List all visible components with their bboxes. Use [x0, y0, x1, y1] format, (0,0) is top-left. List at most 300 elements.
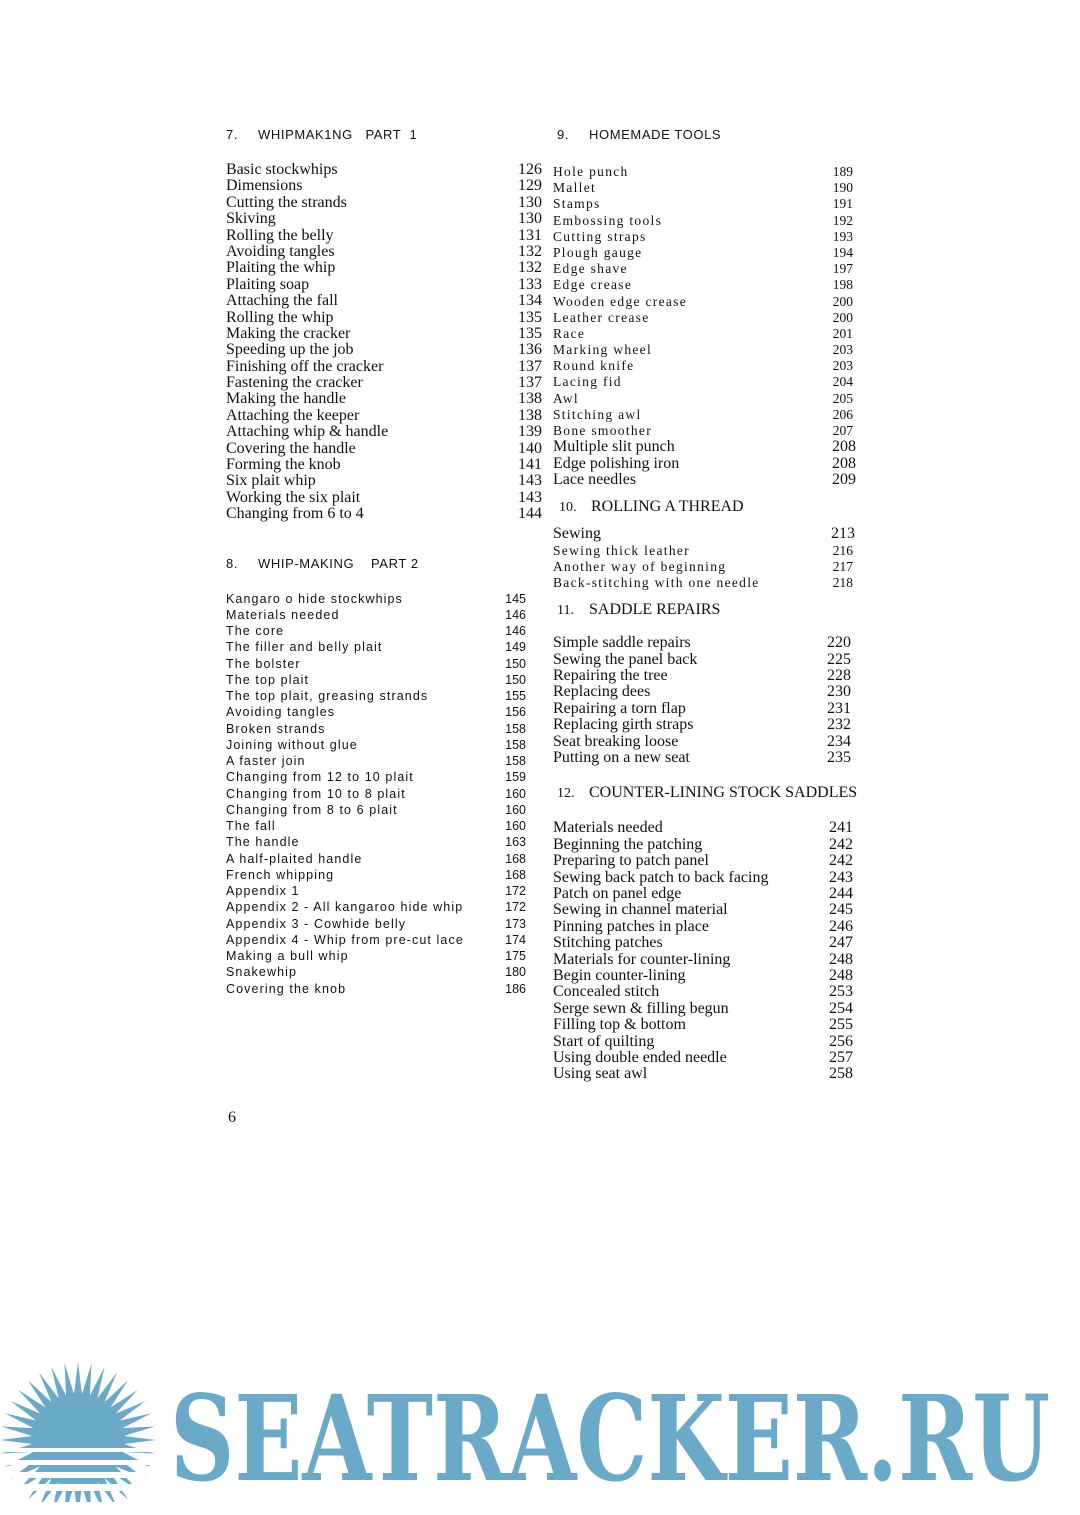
toc-entry [226, 932, 526, 948]
toc-entry-page: 189 [832, 164, 853, 179]
toc-entry-label: Edge polishing iron [553, 454, 680, 472]
toc-entry-page: 159 [505, 770, 526, 785]
toc-entry-page: 254 [829, 999, 853, 1017]
toc-entry [226, 737, 526, 753]
toc-entry-label: Rolling the whip [226, 308, 334, 326]
toc-entry-page: 244 [829, 885, 853, 902]
toc-entry [553, 635, 851, 651]
toc-entry-page: 232 [827, 716, 851, 734]
toc-entry-page: 180 [505, 965, 526, 980]
toc-entry [553, 180, 853, 196]
toc-entry-label: Materials needed [226, 607, 340, 622]
toc-entry [226, 753, 526, 769]
toc-entry-page: 245 [829, 901, 853, 919]
toc-entry-page: 130 [518, 193, 542, 211]
toc-entry-page: 190 [832, 180, 853, 196]
toc-entry-label: A faster join [226, 754, 306, 769]
toc-entry-label: Bone smoother [553, 423, 653, 438]
toc-entry [553, 213, 853, 229]
toc-entry [226, 244, 542, 260]
toc-entry-label: Begin counter-lining [553, 966, 686, 984]
toc-entry [226, 424, 542, 440]
toc-entry-label: Race [553, 325, 586, 341]
toc-entry [226, 211, 542, 227]
section-8-list [226, 591, 526, 997]
toc-entry [553, 326, 853, 342]
watermark-logo [0, 1352, 1080, 1502]
toc-entry-label: Sewing back patch to back facing [553, 868, 769, 886]
toc-entry-page: 134 [518, 292, 542, 310]
toc-entry-label: Lace needles [553, 470, 637, 488]
toc-entry-label: Using double ended needle [553, 1048, 727, 1066]
toc-entry [226, 310, 542, 326]
toc-entry [553, 164, 853, 180]
toc-entry-label: Materials needed [553, 819, 663, 837]
toc-entry-label: Serge sewn & filling begun [553, 999, 729, 1017]
section-9-heading [557, 126, 861, 144]
toc-entry [226, 342, 542, 358]
section-number: 8. [226, 555, 239, 571]
section-number: 9. [557, 127, 570, 142]
toc-entry-page: 138 [518, 406, 542, 424]
toc-entry-label: Stitching awl [553, 406, 642, 422]
toc-entry [553, 652, 851, 668]
toc-entry-label: Replacing girth straps [553, 716, 694, 734]
toc-entry-page: 200 [832, 309, 853, 325]
toc-entry-label: Repairing a torn flap [553, 699, 686, 717]
section-title: ROLLING A THREAD [591, 498, 744, 516]
toc-entry-label: Skiving [226, 210, 276, 228]
toc-entry [553, 543, 853, 559]
toc-entry [226, 834, 526, 850]
page-number: 6 [228, 1109, 236, 1126]
toc-entry-label: The handle [226, 835, 300, 850]
toc-entry-page: 172 [505, 900, 526, 915]
toc-entry [226, 457, 542, 473]
toc-entry [553, 919, 853, 935]
toc-entry-label: Rolling the belly [226, 226, 334, 244]
toc-entry [553, 277, 853, 293]
toc-entry-label: The core [226, 624, 285, 639]
toc-entry-page: 208 [832, 454, 856, 472]
toc-entry [553, 820, 853, 836]
toc-entry-label: Beginning the patching [553, 835, 703, 853]
toc-entry-label: Sewing thick leather [553, 542, 690, 558]
toc-entry-label: Avoiding tangles [226, 242, 335, 260]
toc-entry-page: 149 [505, 640, 526, 655]
toc-entry [226, 591, 526, 607]
toc-entry [226, 228, 542, 244]
toc-entry-label: Sewing [553, 525, 601, 543]
toc-entry [226, 867, 526, 883]
toc-entry-page: 218 [832, 575, 853, 591]
toc-entry-page: 194 [832, 244, 853, 260]
toc-entry-label: The fall [226, 819, 276, 834]
toc-entry [226, 260, 542, 276]
toc-entry-label: Snakewhip [226, 965, 298, 980]
toc-entry-page: 220 [827, 634, 851, 652]
toc-entry-label: Mallet [553, 180, 597, 196]
toc-entry [553, 684, 851, 700]
toc-entry-label: Cutting straps [553, 228, 647, 244]
toc-entry-page: 248 [829, 966, 853, 984]
toc-entry-page: 203 [832, 342, 853, 358]
toc-entry [553, 342, 853, 358]
toc-entry-label: Round knife [553, 358, 635, 374]
section-number: 7. [226, 127, 239, 142]
toc-entry [226, 672, 526, 688]
toc-entry-page: 205 [832, 390, 853, 406]
toc-entry [226, 178, 542, 194]
toc-entry-page: 242 [829, 835, 853, 853]
toc-entry [553, 391, 853, 407]
section-title: WHIP-MAKING PART 2 [258, 555, 419, 571]
section-10-list-first [553, 526, 855, 542]
toc-entry-page: 193 [832, 228, 853, 244]
toc-entry-page: 130 [518, 210, 542, 228]
toc-entry [226, 916, 526, 932]
toc-entry [553, 472, 856, 488]
toc-entry [553, 439, 856, 455]
toc-entry-label: Simple saddle repairs [553, 634, 691, 652]
toc-entry-page: 208 [832, 438, 856, 456]
toc-entry-page: 163 [505, 835, 526, 850]
toc-entry-page: 172 [505, 884, 526, 899]
toc-entry [553, 407, 853, 423]
toc-entry-page: 160 [505, 819, 526, 834]
toc-entry [226, 981, 526, 997]
toc-entry-label: Embossing tools [553, 212, 663, 228]
toc-entry [553, 701, 851, 717]
toc-entry [226, 769, 526, 785]
toc-entry [553, 526, 855, 542]
toc-entry-label: Cutting the strands [226, 193, 347, 211]
toc-entry-page: 150 [505, 656, 526, 671]
toc-entry [226, 195, 542, 211]
sun-icon [0, 1362, 170, 1502]
toc-entry-page: 137 [518, 357, 542, 375]
toc-entry-label: Basic stockwhips [226, 161, 338, 178]
section-number: 10. [559, 500, 577, 516]
toc-entry [226, 473, 542, 489]
toc-entry-page: 155 [505, 689, 526, 704]
toc-column-right [553, 126, 861, 1083]
section-12-list [553, 820, 853, 1082]
toc-entry-label: French whipping [226, 867, 335, 882]
toc-entry [226, 656, 526, 672]
toc-entry [553, 837, 853, 853]
toc-entry-label: Changing from 6 to 4 [226, 505, 364, 523]
section-10-heading [559, 496, 861, 518]
toc-entry-label: Working the six plait [226, 488, 361, 506]
section-title: SADDLE REPAIRS [589, 601, 721, 619]
toc-entry [553, 750, 851, 766]
toc-entry-page: 256 [829, 1032, 853, 1050]
toc-entry-label: Plaiting the whip [226, 259, 336, 277]
toc-entry-label: Appendix 2 - All kangaroo hide whip [226, 900, 464, 915]
section-title: WHIPMAK1NG PART 1 [258, 127, 418, 142]
toc-entry-label: Patch on panel edge [553, 885, 682, 902]
toc-entry-page: 129 [518, 177, 542, 195]
toc-entry [553, 456, 856, 472]
toc-entry-label: Changing from 8 to 6 plait [226, 802, 398, 817]
toc-entry-label: Forming the knob [226, 456, 341, 474]
toc-entry-label: Attaching the fall [226, 292, 338, 310]
toc-entry [553, 358, 853, 374]
toc-entry [553, 717, 851, 733]
toc-entry-label: Marking wheel [553, 342, 653, 358]
toc-entry-label: Changing from 12 to 10 plait [226, 770, 414, 785]
toc-entry [226, 818, 526, 834]
toc-entry [226, 359, 542, 375]
toc-entry-page: 235 [827, 749, 851, 767]
toc-entry-label: Changing from 10 to 8 plait [226, 786, 406, 801]
toc-entry-page: 201 [832, 325, 853, 341]
toc-entry-label: Dimensions [226, 177, 303, 195]
toc-entry-page: 173 [505, 916, 526, 931]
section-9-list-continued [553, 439, 856, 488]
toc-entry [226, 851, 526, 867]
toc-entry-page: 248 [829, 950, 853, 968]
toc-entry [226, 326, 542, 342]
toc-entry-page: 158 [505, 737, 526, 752]
toc-entry-label: Broken strands [226, 721, 326, 736]
toc-entry [226, 688, 526, 704]
section-title: COUNTER-LINING STOCK SADDLES [589, 784, 858, 802]
section-number: 12. [557, 786, 575, 802]
toc-entry-page: 144 [518, 505, 542, 523]
toc-entry-page: 143 [518, 472, 542, 490]
toc-entry-page: 136 [518, 341, 542, 359]
toc-entry [553, 886, 853, 902]
toc-entry-label: Making the handle [226, 390, 346, 408]
toc-entry-label: Appendix 3 - Cowhide belly [226, 916, 407, 931]
toc-entry-label: Lacing fid [553, 374, 622, 390]
toc-entry-label: Awl [553, 390, 579, 406]
toc-entry [553, 374, 853, 390]
toc-entry-page: 200 [832, 293, 853, 309]
toc-entry-page: 209 [832, 470, 856, 488]
toc-entry-page: 207 [832, 423, 853, 438]
toc-entry [226, 721, 526, 737]
toc-entry [553, 229, 853, 245]
section-10-list [553, 543, 853, 592]
toc-entry-page: 230 [827, 683, 851, 701]
toc-entry-page: 131 [518, 226, 542, 244]
toc-entry-page: 132 [518, 259, 542, 277]
section-11-heading [557, 599, 861, 621]
toc-entry [226, 802, 526, 818]
toc-entry [553, 734, 851, 750]
toc-entry-label: Edge crease [553, 277, 633, 293]
toc-entry-label: Six plait whip [226, 472, 316, 490]
toc-entry-page: 242 [829, 852, 853, 870]
toc-entry [226, 391, 542, 407]
toc-entry [553, 245, 853, 261]
toc-entry [226, 639, 526, 655]
toc-entry-label: Preparing to patch panel [553, 852, 709, 870]
toc-entry-label: Covering the handle [226, 439, 356, 457]
toc-entry [553, 935, 853, 951]
toc-entry-page: 258 [829, 1065, 853, 1083]
toc-entry-label: Leather crease [553, 309, 650, 325]
toc-entry-label: Replacing dees [553, 683, 651, 701]
toc-entry-label: Materials for counter-lining [553, 950, 731, 968]
toc-entry-page: 160 [505, 802, 526, 817]
toc-entry [553, 984, 853, 1000]
toc-entry-page: 156 [505, 705, 526, 720]
toc-entry [553, 310, 853, 326]
toc-entry-page: 132 [518, 242, 542, 260]
toc-entry-page: 150 [505, 672, 526, 687]
section-7-heading [226, 126, 542, 144]
toc-entry [553, 1034, 853, 1050]
toc-entry-label: Using seat awl [553, 1065, 648, 1083]
toc-entry-label: Covering the knob [226, 981, 347, 996]
toc-entry-page: 168 [505, 851, 526, 866]
section-8-heading [226, 555, 542, 573]
toc-entry [553, 668, 851, 684]
toc-entry [553, 1050, 853, 1066]
toc-entry-page: 135 [518, 308, 542, 326]
toc-entry [553, 294, 853, 310]
toc-entry-label: Pinning patches in place [553, 917, 709, 935]
toc-entry-page: 135 [518, 324, 542, 342]
toc-entry [226, 506, 542, 522]
toc-entry-page: 198 [832, 277, 853, 293]
toc-entry [226, 408, 542, 424]
toc-entry-label: Kangaro o hide stockwhips [226, 591, 403, 606]
toc-entry [226, 441, 542, 457]
toc-entry-label: Putting on a new seat [553, 749, 690, 767]
toc-entry-label: Wooden edge crease [553, 293, 688, 309]
toc-entry-page: 146 [505, 607, 526, 622]
toc-entry [553, 261, 853, 277]
toc-entry-page: 133 [518, 275, 542, 293]
section-7-list [226, 162, 542, 523]
toc-entry-page: 197 [832, 261, 853, 277]
toc-entry-page: 138 [518, 390, 542, 408]
toc-entry-page: 186 [505, 981, 526, 996]
toc-entry-page: 217 [832, 558, 853, 574]
toc-entry [553, 968, 853, 984]
toc-entry-label: The top plait [226, 672, 310, 687]
toc-entry-page: 174 [505, 932, 526, 947]
toc-entry-label: The filler and belly plait [226, 640, 383, 655]
toc-entry-label: Attaching the keeper [226, 406, 360, 424]
toc-entry-label: Sewing in channel material [553, 901, 728, 919]
toc-entry [226, 607, 526, 623]
toc-entry [226, 786, 526, 802]
watermark-text: SEATRACKER.RU [170, 1369, 1050, 1502]
toc-entry [553, 870, 853, 886]
toc-entry-page: 225 [827, 650, 851, 668]
toc-entry-label: Another way of beginning [553, 558, 727, 574]
section-title: HOMEMADE TOOLS [589, 127, 722, 142]
toc-entry-label: Filling top & bottom [553, 1016, 686, 1034]
toc-entry-label: Fastening the cracker [226, 374, 363, 392]
toc-entry [553, 902, 853, 918]
toc-entry-label: Joining without glue [226, 737, 358, 752]
toc-entry [553, 1001, 853, 1017]
toc-entry [553, 423, 853, 439]
toc-entry-label: Plough gauge [553, 244, 643, 260]
toc-entry [226, 293, 542, 309]
toc-entry [553, 952, 853, 968]
toc-entry-page: 158 [505, 754, 526, 769]
toc-entry-page: 255 [829, 1016, 853, 1034]
toc-entry-label: Seat breaking loose [553, 732, 679, 750]
toc-entry [553, 575, 853, 591]
toc-entry-label: Making a bull whip [226, 949, 349, 964]
toc-entry-label: Avoiding tangles [226, 705, 336, 720]
toc-entry [226, 899, 526, 915]
toc-entry-page: 203 [832, 358, 853, 374]
toc-entry-page: 146 [505, 624, 526, 639]
toc-entry-label: Back-stitching with one needle [553, 575, 760, 591]
toc-entry-page: 158 [505, 721, 526, 736]
toc-entry-page: 247 [829, 934, 853, 952]
toc-entry-label: Stitching patches [553, 934, 663, 952]
toc-entry-label: A half-plaited handle [226, 851, 363, 866]
toc-entry-page: 234 [827, 732, 851, 750]
toc-entry-label: Appendix 4 - Whip from pre-cut lace [226, 932, 464, 947]
toc-entry-label: Hole punch [553, 164, 629, 179]
toc-entry-page: 257 [829, 1048, 853, 1066]
toc-entry [226, 162, 542, 178]
section-12-heading [557, 782, 861, 804]
toc-entry [226, 277, 542, 293]
toc-entry-page: 216 [832, 542, 853, 558]
toc-entry-label: Start of quilting [553, 1032, 655, 1050]
section-number: 11. [557, 603, 574, 619]
toc-entry [226, 704, 526, 720]
toc-entry [553, 559, 853, 575]
toc-entry-page: 253 [829, 983, 853, 1001]
toc-entry-page: 246 [829, 917, 853, 935]
toc-entry-label: Speeding up the job [226, 341, 354, 359]
toc-entry-page: 204 [832, 374, 853, 390]
toc-entry-page: 126 [518, 161, 542, 178]
section-11-list [553, 635, 851, 766]
toc-entry-page: 137 [518, 374, 542, 392]
toc-entry-page: 141 [518, 456, 542, 474]
toc-entry-page: 191 [832, 196, 853, 212]
toc-entry-page: 231 [827, 699, 851, 717]
toc-entry [226, 964, 526, 980]
toc-entry-page: 228 [827, 667, 851, 685]
toc-entry-label: Stamps [553, 196, 601, 212]
toc-entry-page: 145 [505, 591, 526, 606]
toc-entry-page: 160 [505, 786, 526, 801]
toc-entry-label: Concealed stitch [553, 983, 660, 1001]
toc-entry [553, 196, 853, 212]
toc-entry-label: The top plait, greasing strands [226, 689, 429, 704]
toc-entry [553, 1017, 853, 1033]
toc-entry-page: 241 [829, 819, 853, 837]
section-9-list [553, 164, 853, 439]
toc-entry-page: 206 [832, 406, 853, 422]
toc-entry-label: Repairing the tree [553, 667, 668, 685]
toc-entry-label: Finishing off the cracker [226, 357, 384, 375]
toc-entry [226, 948, 526, 964]
toc-entry-label: Plaiting soap [226, 275, 310, 293]
toc-entry [226, 623, 526, 639]
toc-entry [553, 1066, 853, 1082]
toc-entry-label: Making the cracker [226, 324, 351, 342]
toc-entry-page: 139 [518, 423, 542, 441]
toc-entry [553, 853, 853, 869]
